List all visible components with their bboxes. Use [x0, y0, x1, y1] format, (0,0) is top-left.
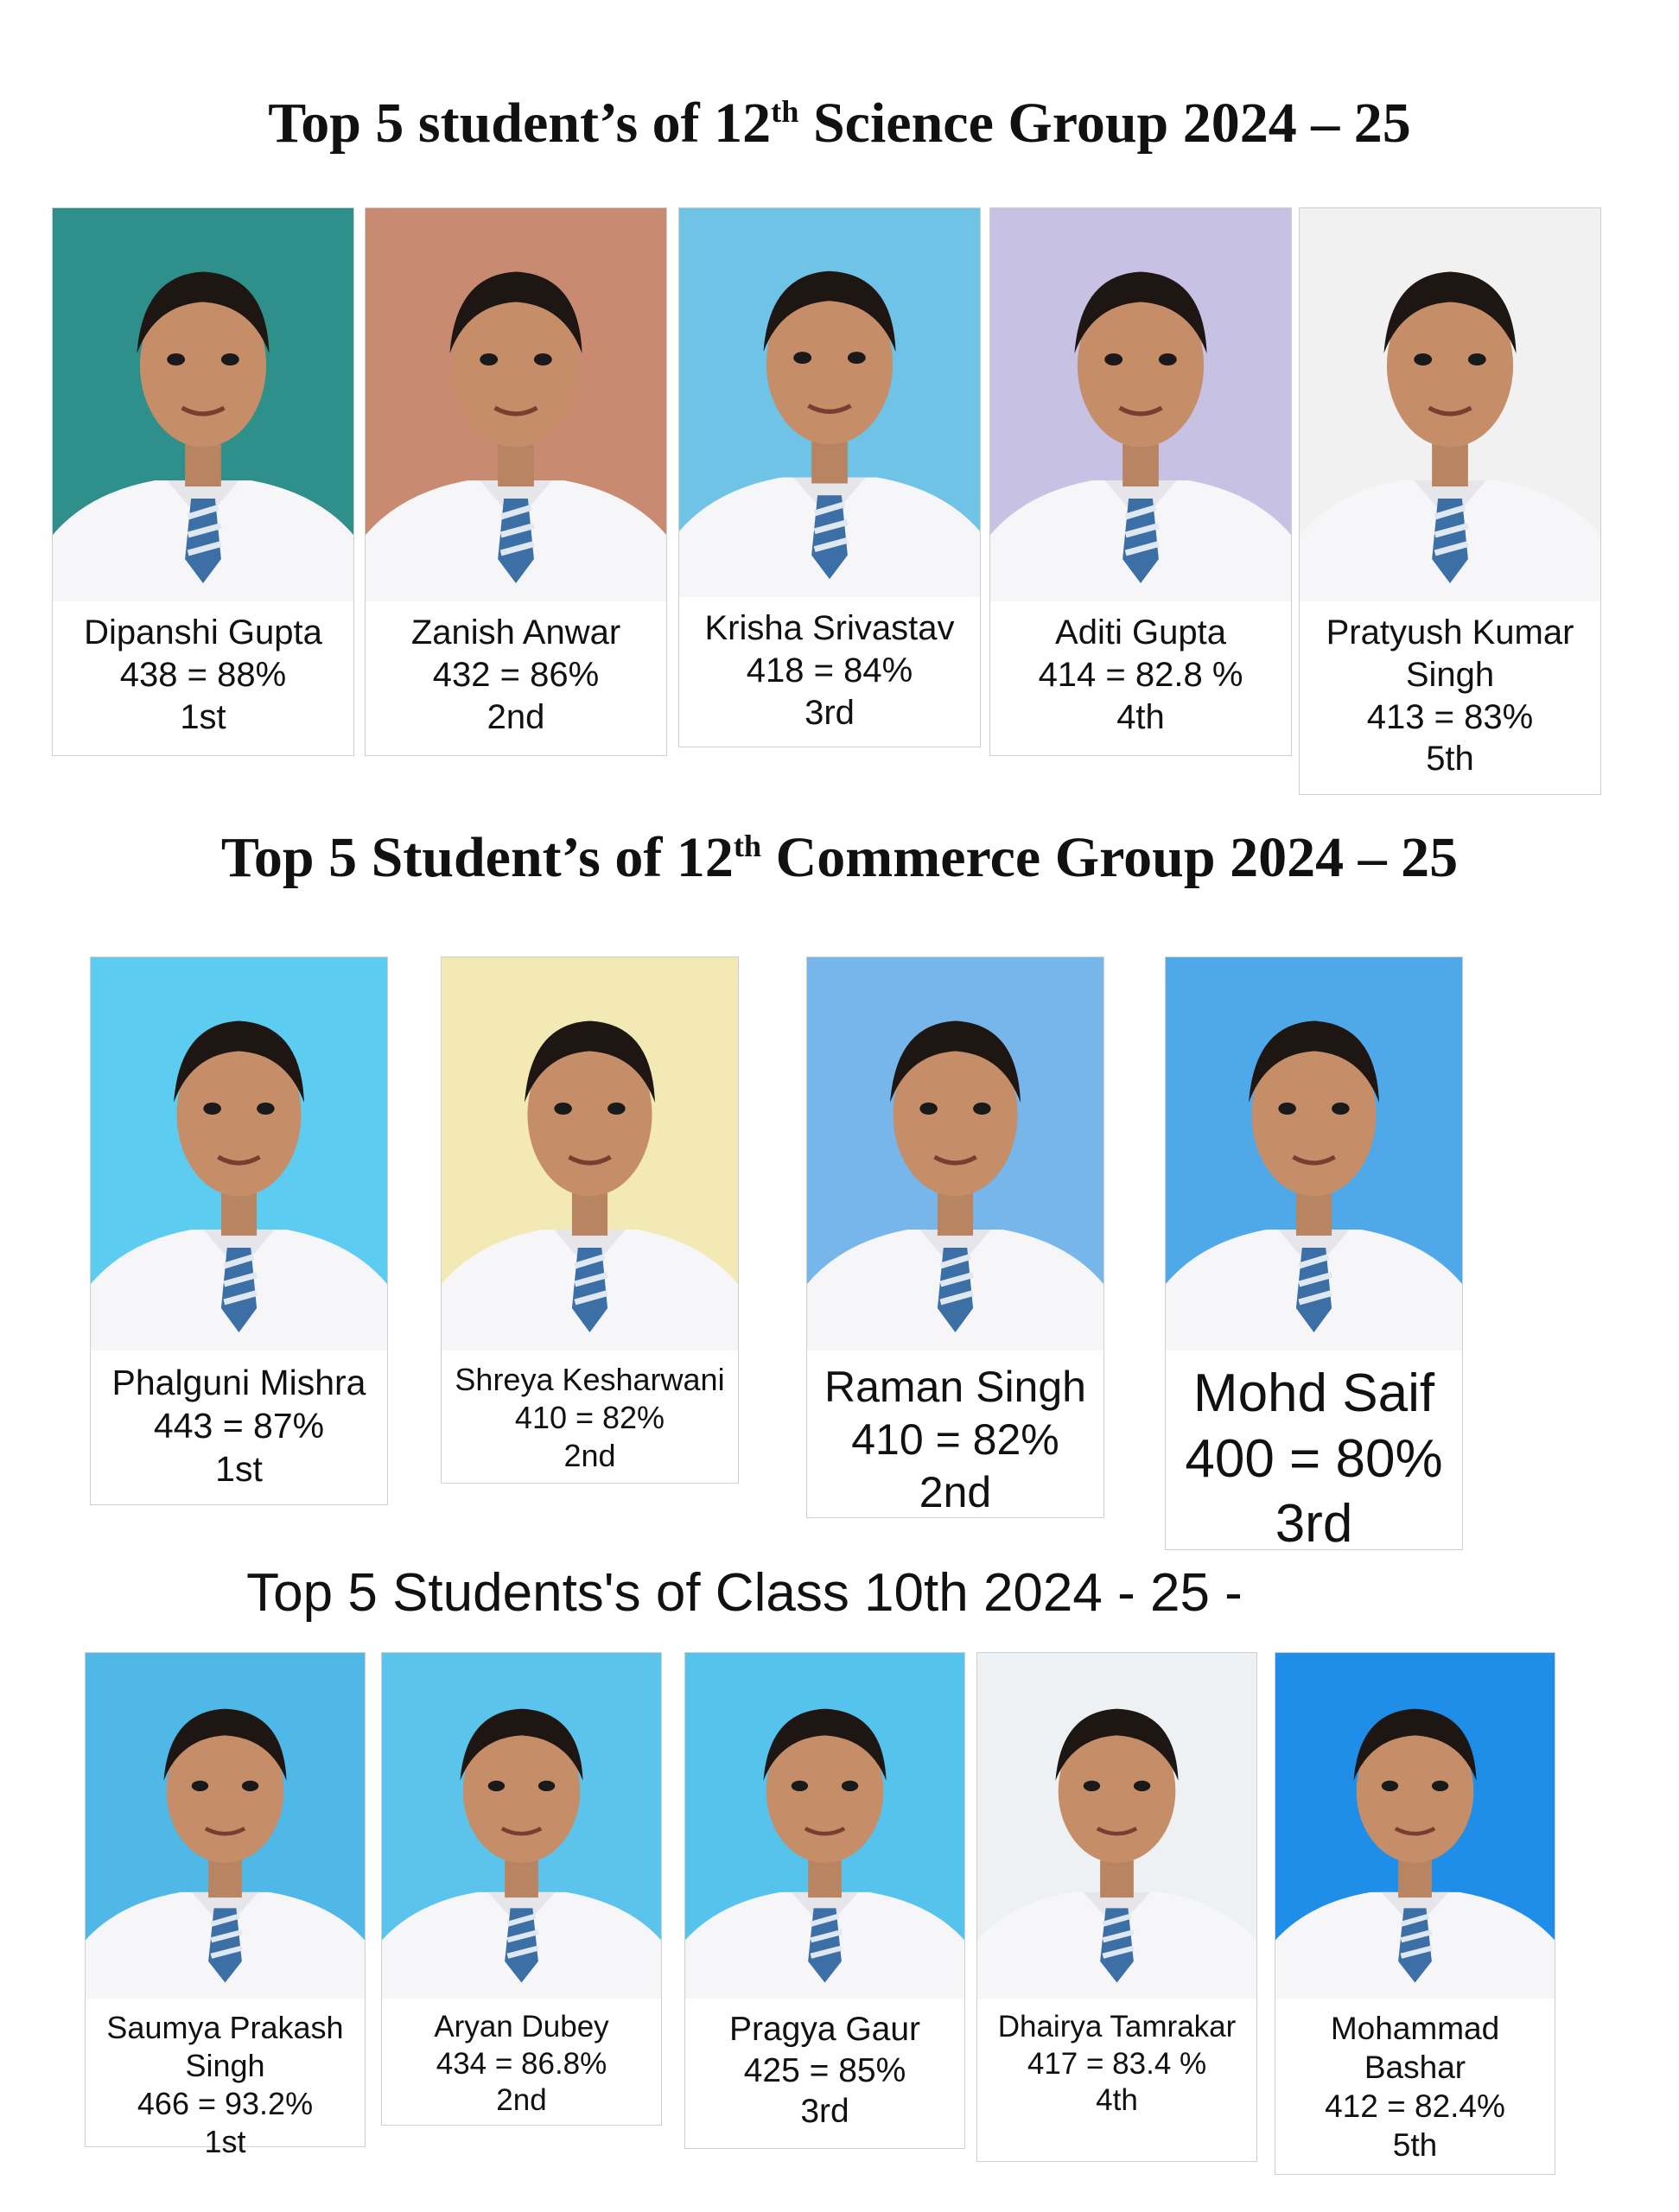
student-rank: 4th	[1116, 697, 1165, 736]
student-caption	[53, 612, 353, 738]
portrait-graphic	[1166, 957, 1462, 1351]
class10-heading: Top 5 Students's of Class 10th 2024 - 25 -	[246, 1563, 1243, 1623]
student-photo	[53, 208, 353, 601]
portrait-graphic	[86, 1653, 365, 1999]
student-caption	[679, 607, 980, 734]
student-rank: 3rd	[800, 2093, 849, 2131]
student-caption	[807, 1361, 1103, 1519]
portrait-graphic	[679, 208, 980, 597]
science-heading: Top 5 student’s of 12th Science Group 2024 – 25	[268, 92, 1411, 155]
student-score: 410 = 82%	[851, 1415, 1059, 1464]
student-score: 417 = 83.4 %	[1027, 2046, 1207, 2081]
student-caption	[442, 1361, 738, 1475]
student-rank: 1st	[180, 697, 226, 736]
student-rank: 2nd	[919, 1468, 992, 1516]
student-card	[1299, 207, 1601, 795]
student-photo	[679, 208, 980, 597]
student-name: Pratyush Kumar	[1326, 613, 1574, 652]
student-score: 410 = 82%	[514, 1399, 665, 1435]
student-score: 413 = 83%	[1366, 697, 1534, 736]
student-score: 412 = 82.4%	[1325, 2088, 1505, 2125]
student-card	[806, 957, 1104, 1518]
student-caption	[990, 612, 1291, 738]
portrait-graphic	[366, 208, 666, 601]
student-photo	[1300, 208, 1600, 601]
student-score: 466 = 93.2%	[137, 2085, 314, 2121]
student-photo	[442, 957, 738, 1351]
student-photo	[807, 957, 1103, 1351]
student-score: 414 = 82.8 %	[1038, 655, 1243, 694]
student-name: Bashar	[1364, 2050, 1466, 2086]
student-rank: 1st	[204, 2123, 246, 2159]
student-card	[678, 207, 981, 747]
student-name: Dhairya Tamrakar	[997, 2010, 1237, 2044]
student-score: 418 = 84%	[746, 651, 913, 690]
student-rank: 2nd	[487, 697, 545, 736]
student-photo	[1166, 957, 1462, 1351]
student-name: Krisha Srivastav	[704, 609, 955, 647]
student-name: Raman Singh	[824, 1363, 1086, 1411]
student-photo	[91, 957, 387, 1351]
student-rank: 3rd	[805, 693, 855, 732]
student-photo	[1275, 1653, 1555, 1999]
student-rank: 5th	[1426, 740, 1474, 779]
student-caption	[366, 612, 666, 738]
portrait-graphic	[807, 957, 1103, 1351]
student-name: Pragya Gaur	[728, 2011, 921, 2048]
student-name: Saumya Prakash	[106, 2010, 344, 2045]
student-rank: 4th	[1096, 2083, 1138, 2118]
student-card	[976, 1652, 1257, 2162]
student-name: Aditi Gupta	[1055, 613, 1226, 652]
student-name: Aryan Dubey	[434, 2010, 609, 2044]
portrait-graphic	[382, 1653, 661, 1999]
student-score: 438 = 88%	[119, 655, 287, 694]
student-card	[989, 207, 1292, 756]
student-rank: 3rd	[1275, 1494, 1353, 1554]
student-rank: 2nd	[563, 1437, 616, 1473]
student-score: 425 = 85%	[743, 2051, 906, 2089]
student-card	[381, 1652, 662, 2126]
student-card	[1275, 1652, 1555, 2175]
student-photo	[990, 208, 1291, 601]
student-photo	[382, 1653, 661, 1999]
student-caption	[1300, 612, 1600, 780]
student-rank: 1st	[215, 1449, 263, 1490]
student-photo	[685, 1653, 964, 1999]
student-caption	[91, 1361, 387, 1491]
student-name: Shreya Kesharwani	[455, 1362, 725, 1397]
student-score: 432 = 86%	[432, 655, 600, 694]
student-name: Singh	[185, 2047, 265, 2083]
student-card	[85, 1652, 366, 2159]
student-photo	[977, 1653, 1256, 1999]
commerce-heading: Top 5 Student’s of 12th Commerce Group 2024 – 25	[220, 826, 1459, 889]
student-caption	[977, 2009, 1256, 2120]
student-card	[365, 207, 667, 756]
student-rank: 5th	[1392, 2127, 1438, 2164]
student-caption	[685, 2009, 964, 2133]
student-score: 400 = 80%	[1185, 1428, 1443, 1489]
student-caption	[382, 2009, 661, 2120]
student-caption	[1275, 2009, 1555, 2165]
portrait-graphic	[1300, 208, 1600, 601]
student-name: Zanish Anwar	[410, 613, 621, 652]
portrait-graphic	[990, 208, 1291, 601]
portrait-graphic	[442, 957, 738, 1351]
portrait-graphic	[1275, 1653, 1555, 1999]
student-card	[52, 207, 354, 756]
student-caption	[1166, 1361, 1462, 1557]
student-card	[90, 957, 388, 1505]
portrait-graphic	[685, 1653, 964, 1999]
student-name: Singh	[1405, 655, 1495, 694]
student-photo	[366, 208, 666, 601]
portrait-graphic	[53, 208, 353, 601]
student-card	[684, 1652, 965, 2149]
student-name: Mohd Saif	[1192, 1363, 1435, 1423]
portrait-graphic	[977, 1653, 1256, 1999]
student-card	[441, 957, 739, 1484]
student-name: Phalguni Mishra	[111, 1363, 366, 1402]
student-score: 434 = 86.8%	[436, 2046, 607, 2081]
student-rank: 2nd	[496, 2083, 547, 2118]
portrait-graphic	[91, 957, 387, 1351]
student-name: Mohammad	[1330, 2011, 1500, 2046]
student-name: Dipanshi Gupta	[84, 613, 322, 652]
student-score: 443 = 87%	[153, 1406, 325, 1446]
student-caption	[86, 2009, 365, 2161]
student-photo	[86, 1653, 365, 1999]
student-card	[1165, 957, 1463, 1554]
